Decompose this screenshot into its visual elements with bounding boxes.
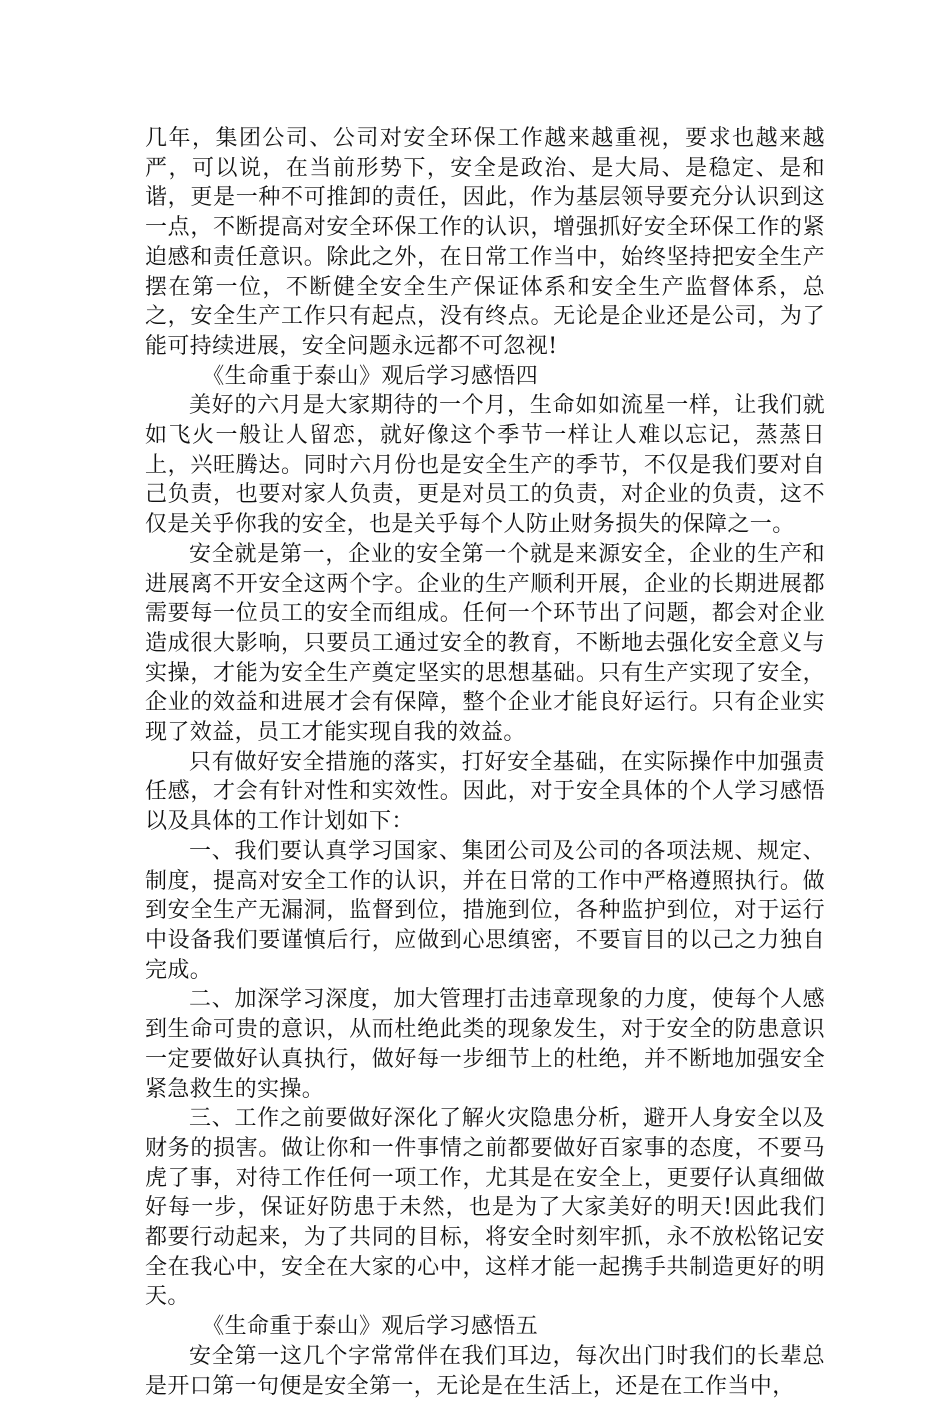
paragraph-continuation: 几年，集团公司、公司对安全环保工作越来越重视，要求也越来越严，可以说，在当前形势下，安全是政治、是大局、是稳定、是和谐，更是一种不可推卸的责任，因此，作为基层领导要充分认识到这一点，不断提高对安全环保工作的认识，增强抓好安全环保工作的紧迫感和责任意识。除此之外，在日常工作当中，始终坚持把安全生产摆在第一位，不断健全安全生产保证体系和安全生产监督体系，总之，安全生产工作只有起点，没有终点。无论是企业还是公司，为了能可持续进展，安全问题永远都不可忽视! [145, 126, 825, 359]
section-heading-4: 《生命重于泰山》观后学习感悟四 [202, 363, 539, 389]
document-body [145, 124, 825, 1401]
section-heading-5: 《生命重于泰山》观后学习感悟五 [202, 1314, 539, 1340]
paragraph: 安全第一这几个字常常伴在我们耳边，每次出门时我们的长辈总是开口第一句便是安全第一，无论是在生活上，还是在工作当中， [145, 1343, 825, 1399]
list-item-2: 二、加深学习深度，加大管理打击违章现象的力度，使每个人感到生命可贵的意识，从而杜绝此类的现象发生，对于安全的防患意识一定要做好认真执行，做好每一步细节上的杜绝，并不断地加强安全紧急救生的实操。 [145, 987, 825, 1102]
list-item-1: 一、我们要认真学习国家、集团公司及公司的各项法规、规定、制度，提高对安全工作的认识，并在日常的工作中严格遵照执行。做到安全生产无漏洞，监督到位，措施到位，各种监护到位，对于运行中设备我们要谨慎后行，应做到心思缜密，不要盲目的以己之力独自完成。 [145, 838, 825, 983]
list-item-3: 三、工作之前要做好深化了解火灾隐患分析，避开人身安全以及财务的损害。做让你和一件事情之前都要做好百家事的态度，不要马虎了事，对待工作任何一项工作，尤其是在安全上，更要仔认真细做好每一步，保证好防患于未然，也是为了大家美好的明天!因此我们都要行动起来，为了共同的目标，将安全时刻牢抓，永不放松铭记安全在我心中，安全在大家的心中，这样才能一起携手共制造更好的明天。 [145, 1106, 825, 1310]
paragraph: 只有做好安全措施的落实，打好安全基础，在实际操作中加强责任感，才会有针对性和实效性。因此，对于安全具体的个人学习感悟以及具体的工作计划如下： [145, 749, 825, 835]
paragraph: 美好的六月是大家期待的一个月，生命如如流星一样，让我们就如飞火一般让人留恋，就好像这个季节一样让人难以忘记，蒸蒸日上，兴旺腾达。同时六月份也是安全生产的季节，不仅是我们要对自己负责，也要对家人负责，更是对员工的负责，对企业的负责，这不仅是关乎你我的安全，也是关乎每个人防止财务损失的保障之一。 [145, 393, 825, 538]
paragraph: 安全就是第一，企业的安全第一个就是来源安全，企业的生产和进展离不开安全这两个字。企业的生产顺利开展，企业的长期进展都需要每一位员工的安全而组成。任何一个环节出了问题，都会对企业造成很大影响，只要员工通过安全的教育，不断地去强化安全意义与实操，才能为安全生产奠定坚实的思想基础。只有生产实现了安全，企业的效益和进展才会有保障，整个企业才能良好运行。只有企业实现了效益，员工才能实现自我的效益。 [145, 541, 825, 746]
